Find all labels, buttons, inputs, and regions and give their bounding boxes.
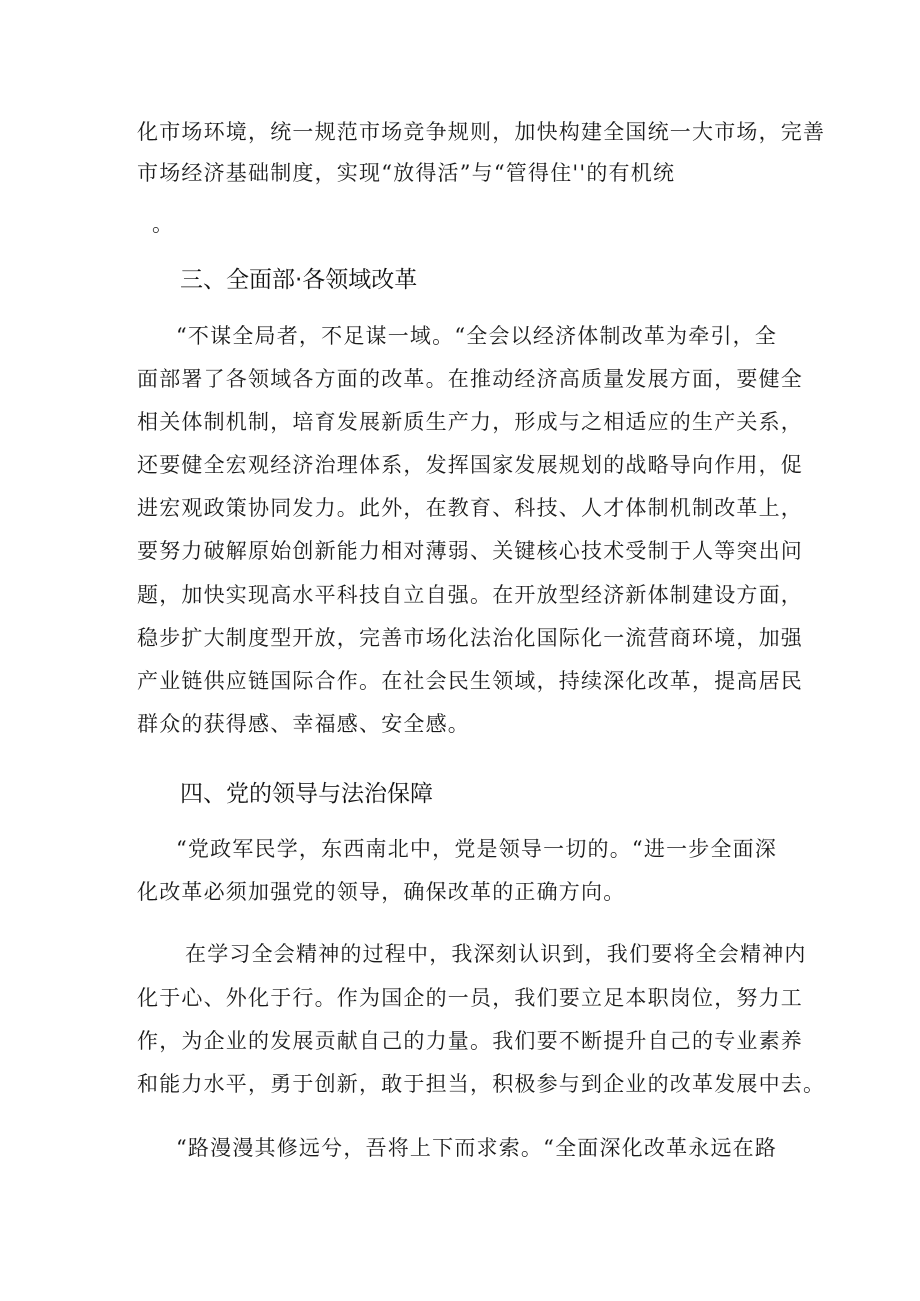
- paragraph-line: 要努力破解原始创新能力相对薄弱、关键核心技术受制于人等突出问: [137, 539, 803, 563]
- paragraph-line: 在学习全会精神的过程中，我深刻认识到，我们要将全会精神内: [185, 942, 807, 966]
- paragraph-line: 化市场环境，统一规范市场竞争规则，加快构建全国统一大市场，完善: [137, 120, 826, 144]
- paragraph-line: 题，加快实现高水平科技自立自强。在开放型经济新体制建设方面，: [137, 583, 803, 607]
- paragraph-line: 进宏观政策协同发力。此外，在教育、科技、人才体制机制改革上，: [137, 496, 803, 520]
- paragraph-line: 化于心、外化于行。作为国企的一员，我们要立足本职岗位，努力工: [137, 986, 803, 1010]
- paragraph-line: “路漫漫其修远兮，吾将上下而求索。“全面深化改革永远在路: [176, 1136, 778, 1160]
- paragraph-line: “不谋全局者，不足谋一域。“全会以经济体制改革为牵引，全: [176, 324, 778, 348]
- paragraph-line: 产业链供应链国际合作。在社会民生领域，持续深化改革，提高居民: [137, 669, 803, 693]
- paragraph-line: 面部署了各领域各方面的改革。在推动经济高质量发展方面，要健全: [137, 367, 803, 391]
- paragraph-line: 还要健全宏观经济治理体系，发挥国家发展规划的战略导向作用，促: [137, 453, 803, 477]
- paragraph-line: 作，为企业的发展贡献自己的力量。我们要不断提升自己的专业素养: [137, 1029, 803, 1053]
- paragraph-line: 和能力水平，勇于创新，敢于担当，积极参与到企业的改革发展中去。: [137, 1072, 826, 1096]
- paragraph-line: 。: [152, 212, 175, 236]
- paragraph-line: 化改革必须加强党的领导，确保改革的正确方向。: [137, 880, 626, 904]
- paragraph-line: 市场经济基础制度，实现“放得活”与“管得住''的有机统: [137, 161, 676, 185]
- section-heading-3: 三、全面部·各领域改革: [180, 267, 418, 293]
- paragraph-line: 群众的获得感、幸福感、安全感。: [137, 712, 470, 736]
- section-heading-4: 四、党的领导与法治保障: [180, 781, 433, 807]
- paragraph-line: 稳步扩大制度型开放，完善市场化法治化国际化一流营商环境，加强: [137, 626, 803, 650]
- paragraph-line: “党政军民学，东西南北中，党是领导一切的。“进一步全面深: [176, 837, 778, 861]
- paragraph-line: 相关体制机制，培育发展新质生产力，形成与之相适应的生产关系，: [137, 410, 803, 434]
